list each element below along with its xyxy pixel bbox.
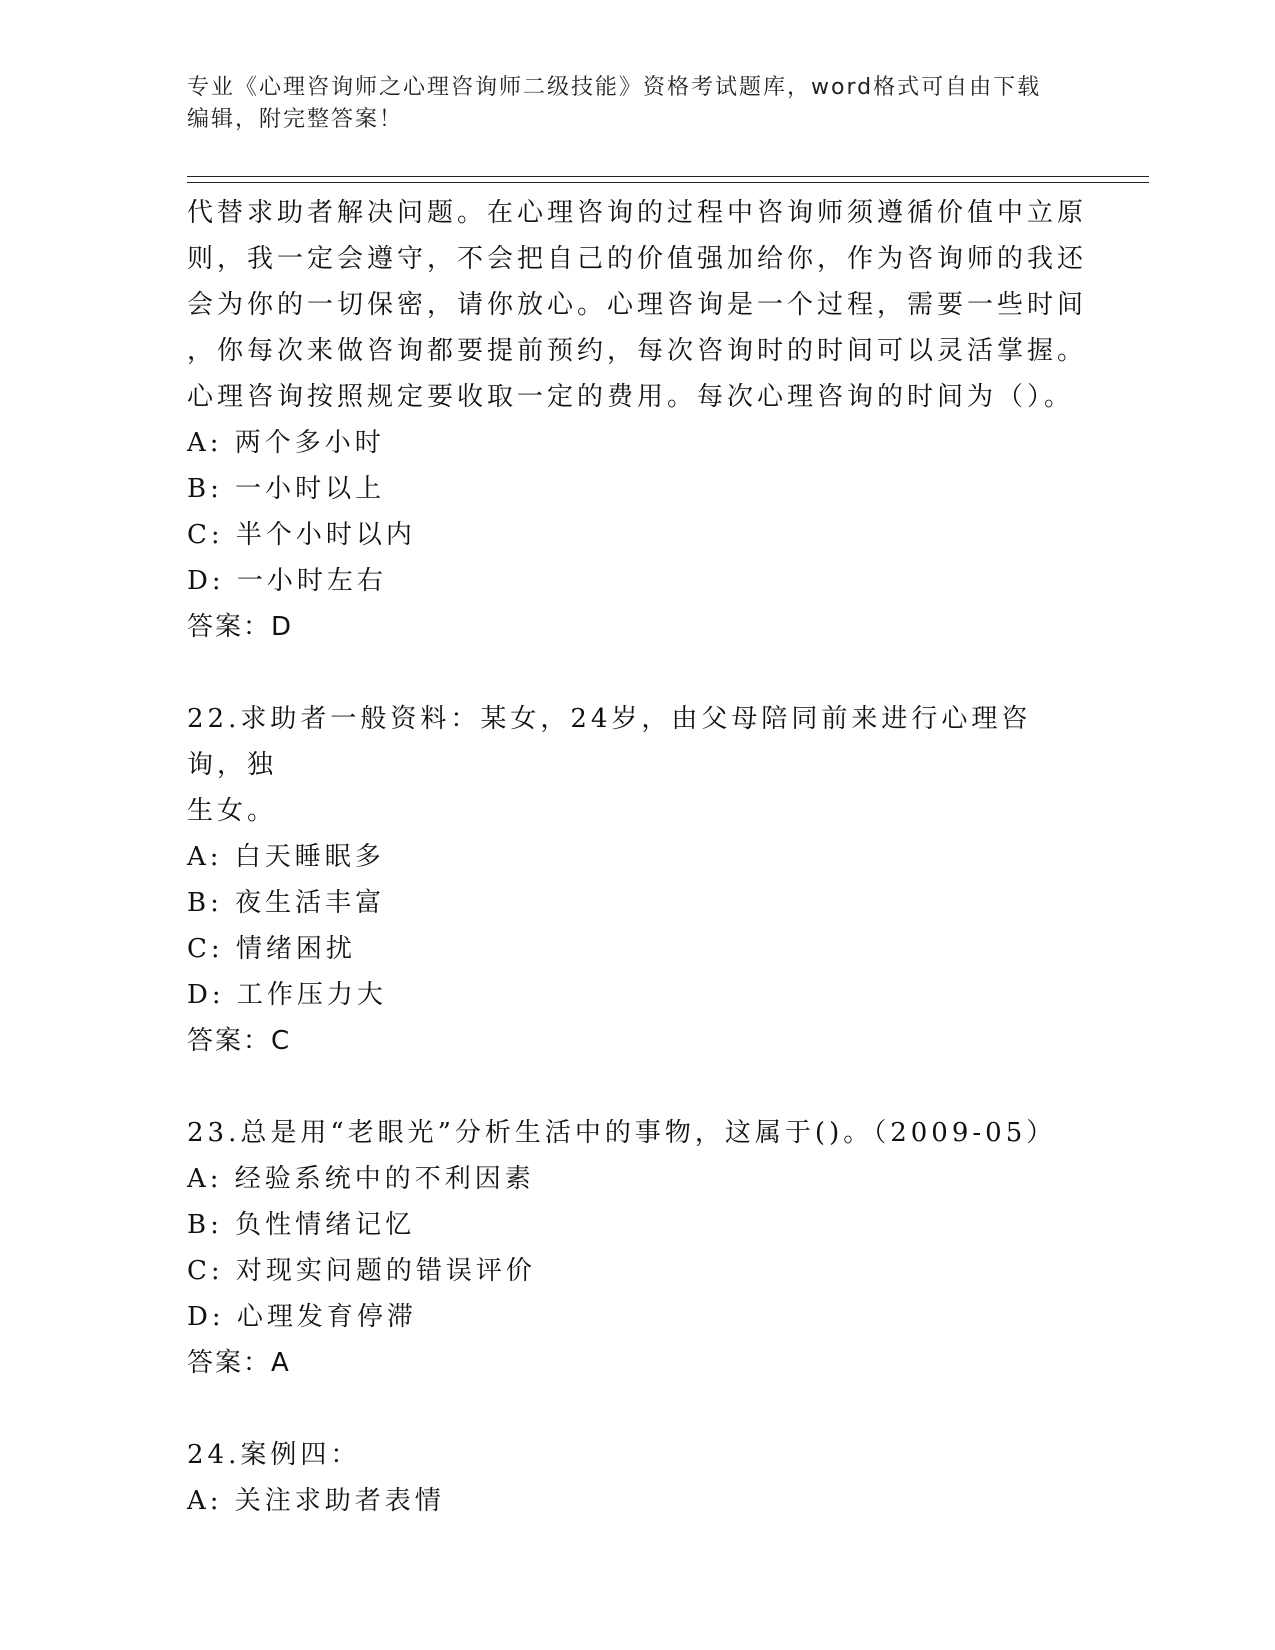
question-continued bbox=[187, 190, 1087, 650]
header-line-1: 专业《心理咨询师之心理咨询师二级技能》资格考试题库，word格式可自由下载 bbox=[187, 75, 1042, 100]
header-divider-bottom bbox=[187, 182, 1149, 183]
option-b: B: 一小时以上 bbox=[187, 474, 386, 504]
option-b: B: 负性情绪记忆 bbox=[187, 1210, 416, 1240]
option-c: C: 半个小时以内 bbox=[187, 520, 416, 550]
option-a: A: 关注求助者表情 bbox=[187, 1486, 445, 1516]
question-text-line: ，你每次来做咨询都要提前预约，每次咨询时的时间可以灵活掌握。 bbox=[187, 336, 1088, 366]
answer: 答案：C bbox=[187, 1026, 292, 1056]
document-header bbox=[187, 72, 1087, 136]
document-body bbox=[187, 190, 1087, 1524]
question-22 bbox=[187, 696, 1087, 1064]
option-b: B: 夜生活丰富 bbox=[187, 888, 386, 918]
question-stem-line: 24.案例四： bbox=[187, 1440, 361, 1470]
question-text-line: 心理咨询按照规定要收取一定的费用。每次心理咨询的时间为（）。 bbox=[187, 382, 1075, 412]
option-c: C: 对现实问题的错误评价 bbox=[187, 1256, 536, 1286]
answer: 答案：D bbox=[187, 612, 294, 642]
question-24 bbox=[187, 1432, 1087, 1524]
question-stem-line: 生女。 bbox=[187, 796, 278, 826]
header-line-2: 编辑，附完整答案！ bbox=[187, 107, 404, 132]
question-text-line: 则，我一定会遵守，不会把自己的价值强加给你，作为咨询师的我还 bbox=[187, 244, 1088, 274]
answer: 答案：A bbox=[187, 1348, 291, 1378]
header-divider-top bbox=[187, 176, 1149, 177]
question-23 bbox=[187, 1110, 1087, 1386]
option-c: C: 情绪困扰 bbox=[187, 934, 356, 964]
question-text-line: 会为你的一切保密，请你放心。心理咨询是一个过程，需要一些时间 bbox=[187, 290, 1088, 320]
option-a: A: 白天睡眠多 bbox=[187, 842, 385, 872]
option-d: D: 工作压力大 bbox=[187, 980, 387, 1010]
question-stem-line: 22.求助者一般资料：某女，24岁，由父母陪同前来进行心理咨询，独 bbox=[187, 704, 1032, 780]
option-d: D: 心理发育停滞 bbox=[187, 1302, 417, 1332]
option-a: A: 经验系统中的不利因素 bbox=[187, 1164, 535, 1194]
question-stem-line: 23.总是用“老眼光”分析生活中的事物，这属于()。（2009-05） bbox=[187, 1118, 1057, 1148]
question-text-line: 代替求助者解决问题。在心理咨询的过程中咨询师须遵循价值中立原 bbox=[187, 198, 1088, 228]
option-d: D: 一小时左右 bbox=[187, 566, 387, 596]
option-a: A: 两个多小时 bbox=[187, 428, 385, 458]
